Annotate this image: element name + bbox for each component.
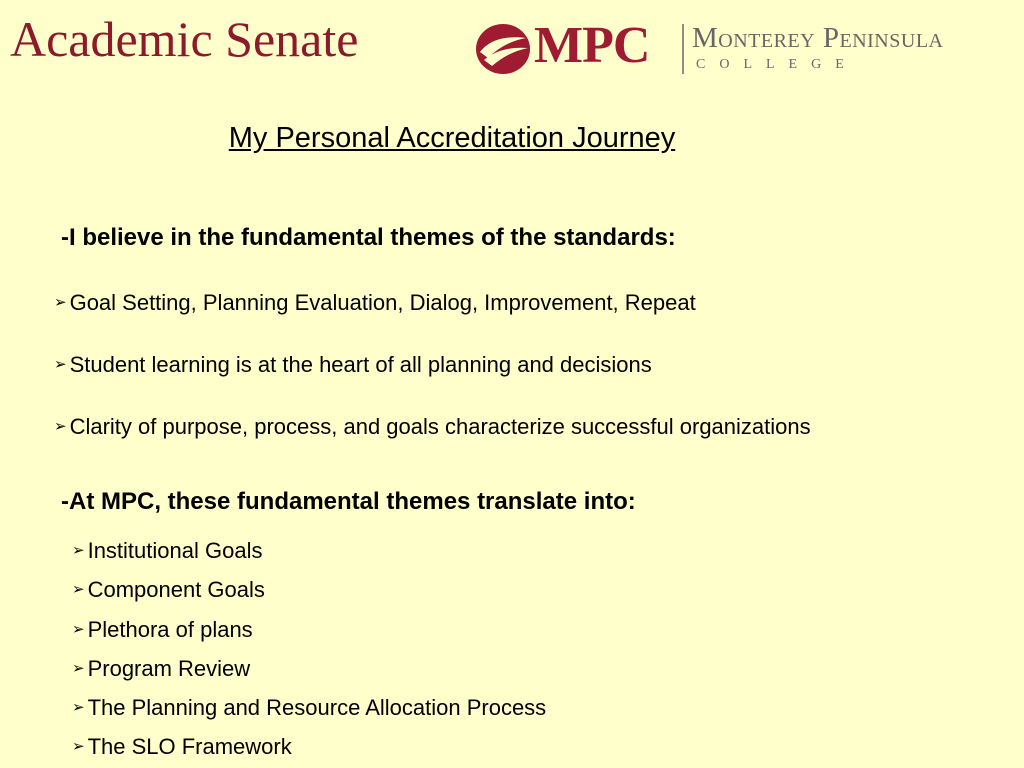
academic-senate-title: Academic Senate [10,11,359,67]
list-item [72,617,253,643]
arrow-bullet-icon: ➢ [72,660,85,677]
logo-college-word: COLLEGE [696,57,858,72]
logo-abbreviation: MPC [534,17,650,74]
arrow-bullet-icon: ➢ [72,699,85,716]
bullet-text: Student learning is at the heart of all planning and decisions [69,352,652,377]
arrow-bullet-icon: ➢ [72,542,85,559]
section1-heading: -I believe in the fundamental themes of the standards: [61,224,676,251]
bullet-text: The Planning and Resource Allocation Process [87,695,547,720]
mpc-logo [474,18,1022,80]
mpc-seal-icon [474,22,532,76]
arrow-bullet-icon: ➢ [72,738,85,755]
list-item [72,734,292,760]
arrow-bullet-icon: ➢ [72,581,85,598]
section2-heading: -At MPC, these fundamental themes translate into: [61,488,636,515]
bullet-text: Component Goals [87,577,265,602]
bullet-text: Plethora of plans [87,617,253,642]
logo-college-name: Monterey Peninsula [692,22,944,54]
list-item [54,290,696,316]
list-item [72,695,546,721]
list-item [54,352,652,378]
bullet-text: Clarity of purpose, process, and goals characterize successful organizations [69,414,811,439]
arrow-bullet-icon: ➢ [54,418,67,435]
list-item [72,656,250,682]
slide-title: My Personal Accreditation Journey [228,122,676,154]
arrow-bullet-icon: ➢ [72,621,85,638]
logo-divider [682,24,684,74]
bullet-text: The SLO Framework [87,734,292,759]
arrow-bullet-icon: ➢ [54,356,67,373]
list-item [72,577,265,603]
list-item [72,538,262,564]
bullet-text: Institutional Goals [87,538,263,563]
arrow-bullet-icon: ➢ [54,294,67,311]
bullet-text: Goal Setting, Planning Evaluation, Dialog, Improvement, Repeat [69,290,696,315]
bullet-text: Program Review [87,656,251,681]
list-item [54,414,811,440]
